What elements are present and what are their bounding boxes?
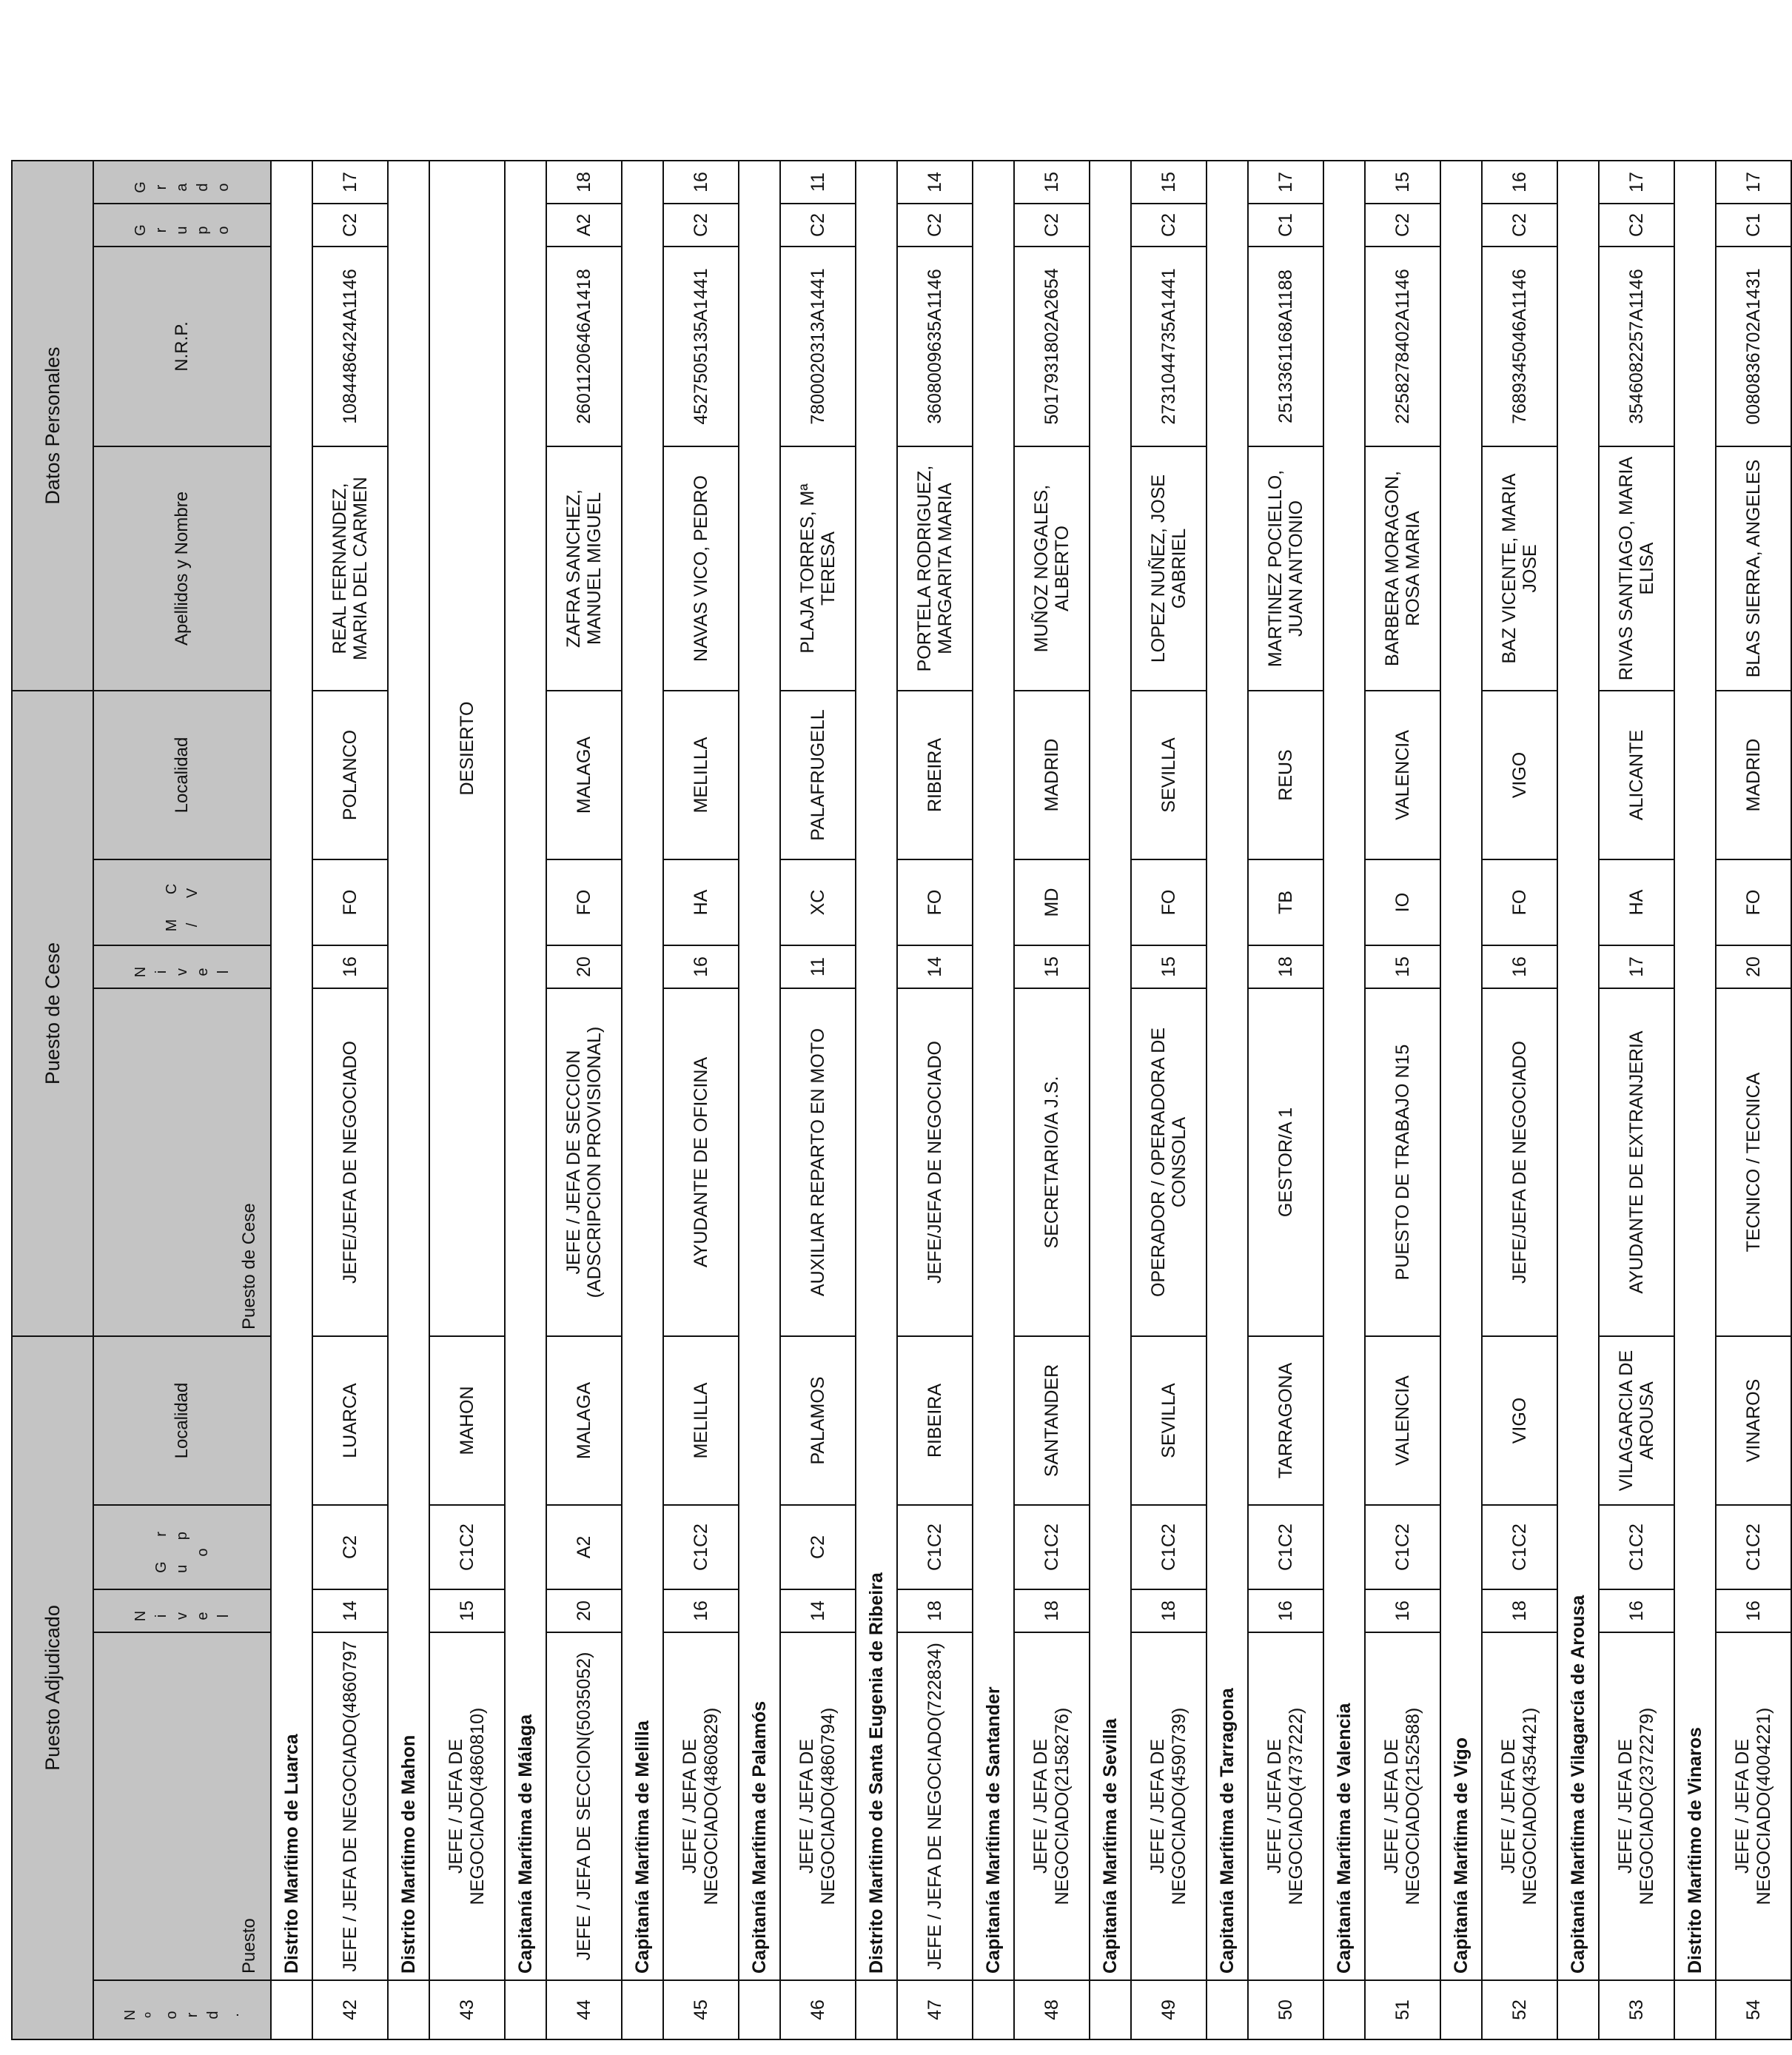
cell-grupo-personal: C1 [1248, 204, 1323, 247]
cell-grupo: C1C2 [897, 1505, 973, 1589]
cell-grado: 16 [1482, 161, 1557, 204]
section-spacer [1440, 1980, 1482, 2039]
cell-puesto: JEFE / JEFA DE NEGOCIADO(722834) [897, 1632, 973, 1980]
section-spacer [739, 1980, 780, 2039]
cell-nrp: 2731044735A1441 [1131, 247, 1207, 446]
section-row [1674, 161, 1716, 2039]
cell-localidad: MALAGA [546, 1336, 622, 1505]
cell-localidad-cese: SEVILLA [1131, 691, 1207, 859]
cell-localidad-cese: ALICANTE [1599, 691, 1674, 859]
cell-nivel-cese: 11 [780, 945, 856, 988]
cell-grupo: C1C2 [1599, 1505, 1674, 1589]
section-spacer [1674, 1980, 1716, 2039]
section-row [1207, 161, 1248, 2039]
cell-puesto: JEFE / JEFA DE NEGOCIADO(2152588) [1365, 1632, 1440, 1980]
cell-grado: 17 [312, 161, 388, 204]
cell-nivel: 18 [1482, 1589, 1557, 1632]
cell-grupo: C1C2 [1131, 1505, 1207, 1589]
cell-localidad: SEVILLA [1131, 1336, 1207, 1505]
cell-puesto-cese: JEFE/JEFA DE NEGOCIADO [897, 988, 973, 1336]
cell-nivel-cese: 16 [312, 945, 388, 988]
cell-localidad: VILAGARCIA DE AROUSA [1599, 1336, 1674, 1505]
cell-n-orden: 43 [429, 1980, 505, 2039]
cell-localidad-cese: MADRID [1716, 691, 1791, 859]
cell-grupo-personal: C2 [1365, 204, 1440, 247]
cell-grupo: C1C2 [663, 1505, 739, 1589]
cell-puesto-cese: JEFE/JEFA DE NEGOCIADO [312, 988, 388, 1336]
cell-mcv: TB [1248, 859, 1323, 945]
cell-nivel-cese: 17 [1599, 945, 1674, 988]
section-spacer [1207, 1980, 1248, 2039]
group-puesto-adjudicado: Puesto Adjudicado [12, 1336, 93, 2039]
cell-localidad: TARRAGONA [1248, 1336, 1323, 1505]
cell-n-orden: 44 [546, 1980, 622, 2039]
cell-grupo: C2 [780, 1505, 856, 1589]
cell-nivel: 15 [429, 1589, 505, 1632]
cell-puesto: JEFE / JEFA DE NEGOCIADO(4860797 [312, 1632, 388, 1980]
cell-mcv: FO [1482, 859, 1557, 945]
cell-mcv: FO [1716, 859, 1791, 945]
cell-apellidos-nombre: BLAS SIERRA, ANGELES [1716, 446, 1791, 691]
section-label: Capitanía Marítima de Melilla [622, 161, 663, 1980]
cell-localidad: MELILLA [663, 1336, 739, 1505]
section-row [1090, 161, 1131, 2039]
table-row [1716, 161, 1791, 2039]
cell-puesto: JEFE / JEFA DE NEGOCIADO(4004221) [1716, 1632, 1791, 1980]
cell-nivel: 16 [663, 1589, 739, 1632]
cell-nivel-cese: 20 [1716, 945, 1791, 988]
cell-localidad-cese: RIBEIRA [897, 691, 973, 859]
cell-n-orden: 48 [1014, 1980, 1090, 2039]
cell-nivel: 18 [1014, 1589, 1090, 1632]
cell-nivel: 16 [1248, 1589, 1323, 1632]
cell-mcv: XC [780, 859, 856, 945]
cell-n-orden: 42 [312, 1980, 388, 2039]
cell-localidad: VINAROS [1716, 1336, 1791, 1505]
cell-nivel-cese: 14 [897, 945, 973, 988]
cell-nivel: 16 [1365, 1589, 1440, 1632]
section-row [1323, 161, 1365, 2039]
cell-puesto: JEFE / JEFA DE NEGOCIADO(4860794) [780, 1632, 856, 1980]
cell-puesto: JEFE / JEFA DE SECCION(5035052) [546, 1632, 622, 1980]
cell-apellidos-nombre: ZAFRA SANCHEZ, MANUEL MIGUEL [546, 446, 622, 691]
cell-nrp: 7800020313A1441 [780, 247, 856, 446]
cell-grupo: A2 [546, 1505, 622, 1589]
cell-nivel: 16 [1599, 1589, 1674, 1632]
cell-puesto-cese: PUESTO DE TRABAJO N15 [1365, 988, 1440, 1336]
cell-nivel: 20 [546, 1589, 622, 1632]
header-puesto-cese: Puesto de Cese [93, 988, 271, 1336]
cell-grupo: C1C2 [429, 1505, 505, 1589]
cell-grado: 17 [1599, 161, 1674, 204]
header-grado: G r a d o [93, 161, 271, 204]
table-row [897, 161, 973, 2039]
cell-localidad-cese: MADRID [1014, 691, 1090, 859]
cell-nrp: 3546082257A1146 [1599, 247, 1674, 446]
section-label: Distrito Marítimo de Vinaros [1674, 161, 1716, 1980]
cell-mcv: MD [1014, 859, 1090, 945]
cell-grupo-personal: C2 [1599, 204, 1674, 247]
cell-grupo-personal: C2 [1482, 204, 1557, 247]
cell-grado: 15 [1365, 161, 1440, 204]
cell-nivel-cese: 16 [1482, 945, 1557, 988]
cell-n-orden: 52 [1482, 1980, 1557, 2039]
table-row [1365, 161, 1440, 2039]
cell-apellidos-nombre: RIVAS SANTIAGO, MARIA ELISA [1599, 446, 1674, 691]
cell-puesto-cese: TECNICO / TECNICA [1716, 988, 1791, 1336]
cell-grado: 11 [780, 161, 856, 204]
cell-nivel: 14 [312, 1589, 388, 1632]
resolution-table [11, 160, 1792, 2040]
cell-mcv: FO [1131, 859, 1207, 945]
cell-apellidos-nombre: PLAJA TORRES, Mª TERESA [780, 446, 856, 691]
cell-puesto: JEFE / JEFA DE NEGOCIADO(2158276) [1014, 1632, 1090, 1980]
cell-localidad: VIGO [1482, 1336, 1557, 1505]
header-localidad: Localidad [93, 1336, 271, 1505]
cell-grupo: C1C2 [1716, 1505, 1791, 1589]
table-row [663, 161, 739, 2039]
header-nrp: N.R.P. [93, 247, 271, 446]
cell-localidad-cese: POLANCO [312, 691, 388, 859]
cell-grupo-personal: C2 [1014, 204, 1090, 247]
cell-mcv: FO [546, 859, 622, 945]
cell-nivel: 18 [1131, 1589, 1207, 1632]
cell-apellidos-nombre: LOPEZ NUÑEZ, JOSE GABRIEL [1131, 446, 1207, 691]
cell-localidad: RIBEIRA [897, 1336, 973, 1505]
cell-nrp: 2513361168A1188 [1248, 247, 1323, 446]
cell-nivel: 16 [1716, 1589, 1791, 1632]
cell-puesto-cese: OPERADOR / OPERADORA DE CONSOLA [1131, 988, 1207, 1336]
section-label: Capitanía Marítima de Valencia [1323, 161, 1365, 1980]
section-label: Capitanía Marítima de Tarragona [1207, 161, 1248, 1980]
table-row-desierto [429, 161, 505, 2039]
cell-puesto-cese: JEFE / JEFA DE SECCION (ADSCRIPCION PROVISIONAL) [546, 988, 622, 1336]
table-row [1014, 161, 1090, 2039]
section-spacer [1323, 1980, 1365, 2039]
cell-localidad-cese: VIGO [1482, 691, 1557, 859]
cell-grupo-personal: C2 [312, 204, 388, 247]
section-label: Capitanía Marítima de Vilagarcía de Arousa [1557, 161, 1599, 1980]
cell-n-orden: 49 [1131, 1980, 1207, 2039]
cell-puesto: JEFE / JEFA DE NEGOCIADO(4737222) [1248, 1632, 1323, 1980]
cell-apellidos-nombre: MARTINEZ POCIELLO, JUAN ANTONIO [1248, 446, 1323, 691]
cell-apellidos-nombre: BAZ VICENTE, MARIA JOSE [1482, 446, 1557, 691]
cell-nrp: 2258278402A1146 [1365, 247, 1440, 446]
cell-localidad: PALAMOS [780, 1336, 856, 1505]
cell-puesto-cese: GESTOR/A 1 [1248, 988, 1323, 1336]
section-row [271, 161, 312, 2039]
cell-desierto: DESIERTO [429, 161, 505, 1336]
cell-puesto-cese: AYUDANTE DE OFICINA [663, 988, 739, 1336]
group-datos-personales: Datos Personales [12, 161, 93, 691]
cell-puesto-cese: JEFE/JEFA DE NEGOCIADO [1482, 988, 1557, 1336]
section-row [505, 161, 546, 2039]
cell-localidad: SANTANDER [1014, 1336, 1090, 1505]
cell-grupo: C1C2 [1482, 1505, 1557, 1589]
cell-apellidos-nombre: PORTELA RODRIGUEZ, MARGARITA MARIA [897, 446, 973, 691]
cell-grado: 17 [1716, 161, 1791, 204]
section-row [973, 161, 1014, 2039]
header-nivel-cese: N i v e l [93, 945, 271, 988]
cell-grupo-personal: C2 [897, 204, 973, 247]
header-grupo-personal: G r u p o [93, 204, 271, 247]
table-row [1482, 161, 1557, 2039]
cell-localidad-cese: REUS [1248, 691, 1323, 859]
cell-grupo: C2 [312, 1505, 388, 1589]
section-label: Capitanía Marítima de Vigo [1440, 161, 1482, 1980]
cell-localidad-cese: MALAGA [546, 691, 622, 859]
cell-nrp: 3608009635A1146 [897, 247, 973, 446]
table-row [780, 161, 856, 2039]
section-row [856, 161, 897, 2039]
section-label: Distrito Marítimo de Luarca [271, 161, 312, 1980]
cell-localidad-cese: VALENCIA [1365, 691, 1440, 859]
cell-nrp: 4527505135A1441 [663, 247, 739, 446]
header-localidad-cese: Localidad [93, 691, 271, 859]
header-nivel: N i v e l [93, 1589, 271, 1632]
cell-n-orden: 51 [1365, 1980, 1440, 2039]
cell-mcv: FO [897, 859, 973, 945]
cell-puesto: JEFE / JEFA DE NEGOCIADO(4860810) [429, 1632, 505, 1980]
cell-nrp: 7689345046A1146 [1482, 247, 1557, 446]
table-row [1248, 161, 1323, 2039]
cell-mcv: HA [1599, 859, 1674, 945]
section-row [1440, 161, 1482, 2039]
section-spacer [1090, 1980, 1131, 2039]
header-puesto: Puesto [93, 1632, 271, 1980]
cell-grado: 15 [1014, 161, 1090, 204]
cell-grupo: C1C2 [1365, 1505, 1440, 1589]
cell-grado: 18 [546, 161, 622, 204]
section-row [388, 161, 429, 2039]
cell-grado: 14 [897, 161, 973, 204]
cell-localidad: LUARCA [312, 1336, 388, 1505]
section-label: Capitanía Marítima de Sevilla [1090, 161, 1131, 1980]
cell-nivel: 14 [780, 1589, 856, 1632]
cell-nrp: 0080836702A1431 [1716, 247, 1791, 446]
cell-puesto: JEFE / JEFA DE NEGOCIADO(4354421) [1482, 1632, 1557, 1980]
cell-n-orden: 54 [1716, 1980, 1791, 2039]
cell-puesto-cese: SECRETARIO/A J.S. [1014, 988, 1090, 1336]
header-apellidos-nombre: Apellidos y Nombre [93, 446, 271, 691]
cell-grado: 17 [1248, 161, 1323, 204]
cell-n-orden: 45 [663, 1980, 739, 2039]
table-row [1131, 161, 1207, 2039]
section-spacer [1557, 1980, 1599, 2039]
section-label: Capitanía Marítima de Málaga [505, 161, 546, 1980]
cell-puesto-cese: AUXILIAR REPARTO EN MOTO [780, 988, 856, 1336]
section-label: Capitanía Marítima de Palamós [739, 161, 780, 1980]
cell-apellidos-nombre: MUÑOZ NOGALES, ALBERTO [1014, 446, 1090, 691]
cell-grupo-personal: C2 [663, 204, 739, 247]
cell-grupo-personal: C1 [1716, 204, 1791, 247]
cell-nivel-cese: 15 [1014, 945, 1090, 988]
cell-grupo-personal: C2 [780, 204, 856, 247]
cell-nrp: 1084486424A1146 [312, 247, 388, 446]
cell-mcv: HA [663, 859, 739, 945]
cell-nivel-cese: 15 [1131, 945, 1207, 988]
cell-grupo: C1C2 [1014, 1505, 1090, 1589]
cell-puesto: JEFE / JEFA DE NEGOCIADO(2372279) [1599, 1632, 1674, 1980]
cell-nivel-cese: 20 [546, 945, 622, 988]
section-spacer [622, 1980, 663, 2039]
cell-localidad-cese: PALAFRUGELL [780, 691, 856, 859]
section-row [739, 161, 780, 2039]
section-spacer [856, 1980, 897, 2039]
cell-grupo-personal: C2 [1131, 204, 1207, 247]
header-n-orden: N º o r d . [93, 1980, 271, 2039]
group-puesto-cese: Puesto de Cese [12, 691, 93, 1336]
table-row [1599, 161, 1674, 2039]
cell-apellidos-nombre: REAL FERNANDEZ, MARIA DEL CARMEN [312, 446, 388, 691]
section-label: Distrito Marítimo de Mahon [388, 161, 429, 1980]
section-row [622, 161, 663, 2039]
cell-n-orden: 53 [1599, 1980, 1674, 2039]
section-label: Capitanía Marítima de Santander [973, 161, 1014, 1980]
cell-nrp: 5017931802A2654 [1014, 247, 1090, 446]
cell-puesto-cese: AYUDANTE DE EXTRANJERIA [1599, 988, 1674, 1336]
table-body [271, 161, 1791, 2039]
cell-nivel-cese: 18 [1248, 945, 1323, 988]
section-spacer [505, 1980, 546, 2039]
cell-nivel-cese: 15 [1365, 945, 1440, 988]
cell-puesto: JEFE / JEFA DE NEGOCIADO(4860829) [663, 1632, 739, 1980]
cell-n-orden: 46 [780, 1980, 856, 2039]
cell-grupo-personal: A2 [546, 204, 622, 247]
cell-grado: 16 [663, 161, 739, 204]
header-grupo: G r u p o [93, 1505, 271, 1589]
table-row [546, 161, 622, 2039]
table-row [312, 161, 388, 2039]
cell-puesto: JEFE / JEFA DE NEGOCIADO(4590739) [1131, 1632, 1207, 1980]
section-row [1557, 161, 1599, 2039]
cell-grado: 15 [1131, 161, 1207, 204]
cell-grupo: C1C2 [1248, 1505, 1323, 1589]
cell-n-orden: 50 [1248, 1980, 1323, 2039]
section-spacer [271, 1980, 312, 2039]
cell-apellidos-nombre: BARBERA MORAGON, ROSA MARIA [1365, 446, 1440, 691]
cell-nrp: 2601120646A1418 [546, 247, 622, 446]
section-label: Distrito Marítimo de Santa Eugenia de Ribeira [856, 161, 897, 1980]
section-spacer [973, 1980, 1014, 2039]
cell-mcv: IO [1365, 859, 1440, 945]
cell-n-orden: 47 [897, 1980, 973, 2039]
header-mcv: M C / V [93, 859, 271, 945]
cell-apellidos-nombre: NAVAS VICO, PEDRO [663, 446, 739, 691]
cell-localidad: VALENCIA [1365, 1336, 1440, 1505]
section-spacer [388, 1980, 429, 2039]
cell-nivel: 18 [897, 1589, 973, 1632]
cell-nivel-cese: 16 [663, 945, 739, 988]
cell-localidad-cese: MELILLA [663, 691, 739, 859]
cell-localidad: MAHON [429, 1336, 505, 1505]
cell-mcv: FO [312, 859, 388, 945]
